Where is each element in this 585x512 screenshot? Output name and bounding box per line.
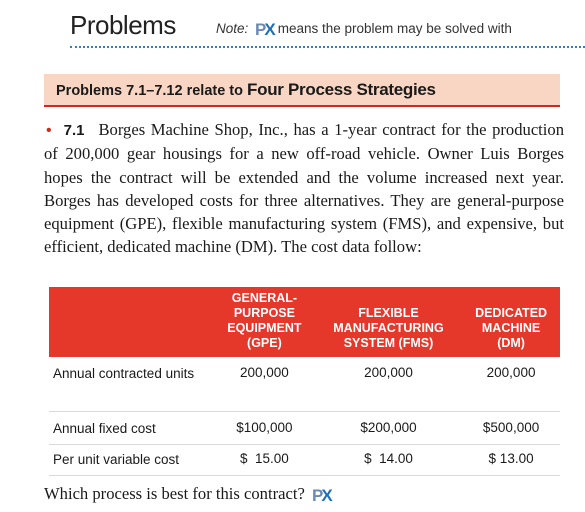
table-cell: $ 13.00 [462,445,560,476]
px-logo-icon: PX [255,20,274,39]
table-cell: $ 14.00 [315,445,462,476]
header-divider [70,46,585,48]
section-title: Problems [70,10,176,40]
banner-topic: Four Process Strategies [247,80,436,99]
note-label: Note: [216,21,249,36]
table-header-row [49,287,560,357]
table-cell: $100,000 [214,412,315,445]
question [44,484,335,506]
table-cell: $200,000 [315,412,462,445]
header-note [216,20,512,40]
page-header [70,8,585,48]
row-label: Annual contracted units [53,366,195,381]
header-dm: DEDICATED MACHINE (DM) [462,287,560,357]
row-label: Per unit variable cost [49,445,214,476]
px-logo-icon: PX [311,486,331,505]
table-cell: $500,000 [462,412,560,445]
table-cell: $ 15.00 [214,445,315,476]
problem-body: Borges Machine Shop, Inc., has a 1-year contract for the production of 200,000 gear housings for a new off-road vehicle. Owner Luis Borges hopes the contract will be extended and the volume increased next year. Borges has developed costs for three alternatives. They are general-purpose equipment (GPE), flexible manufacturing system (FMS), and expensive, but efficient, dedicated machine (DM). The cost data follow: [44,120,564,257]
problem-7-1 [44,118,564,259]
bullet-icon: • [46,122,52,139]
problem-number: 7.1 [63,122,85,139]
table-cell: 200,000 [240,365,289,380]
header-fms: FLEXIBLE MANUFACTURING SYSTEM (FMS) [315,287,462,357]
table-cell: 200,000 [486,365,536,380]
table-row [49,445,560,476]
table-cell: 200,000 [364,365,413,380]
header-gpe: GENERAL- PURPOSE EQUIPMENT (GPE) [214,287,315,357]
problems-banner [44,74,560,107]
note-text: means the problem may be solved with [277,21,512,36]
cost-data-table [49,287,560,476]
row-label: Annual fixed cost [49,412,214,445]
table-row [49,412,560,445]
header-blank-cell [49,287,214,357]
banner-prefix: Problems 7.1–7.12 relate to [56,83,243,99]
question-text: Which process is best for this contract? [44,484,305,503]
table-row [49,357,560,412]
